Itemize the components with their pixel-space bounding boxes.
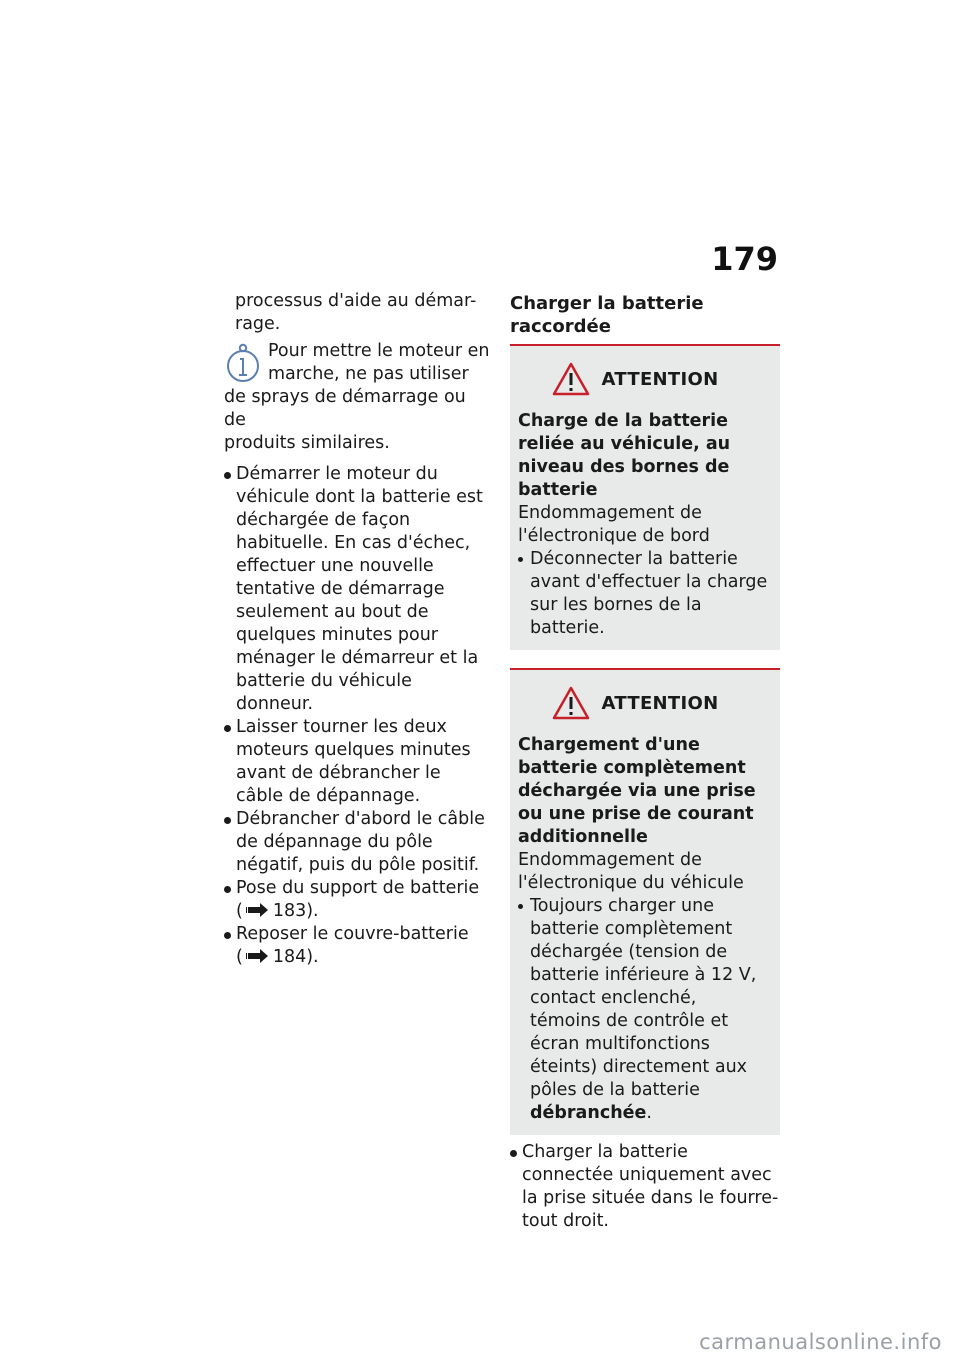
warning-label: ATTENTION	[601, 368, 719, 390]
warning-items	[518, 548, 772, 640]
info-text-1: Pour mettre le moteur en	[268, 341, 490, 361]
warning-label: ATTENTION	[601, 692, 719, 714]
left-column	[224, 290, 492, 969]
info-text-2: marche, ne pas utiliser	[268, 364, 469, 384]
intro-line-2: rage.	[235, 314, 281, 334]
list-item: Démarrer le moteur du véhicule dont la batterie est déchargée de façon habituelle. En cas d'échec, effectuer une nouvelle tentative de démarrage seulement au bout de quelques minutes pour ménager le démarreur et la batterie du véhicule donneur.	[224, 463, 492, 716]
info-note	[224, 340, 492, 455]
warning-body: Endommagement de l'électronique de bord	[518, 503, 710, 546]
warning-triangle-icon	[552, 362, 590, 396]
final-list	[510, 1141, 780, 1233]
list-item: Laisser tourner les deux moteurs quelques minutes avant de débrancher le câble de dépannage.	[224, 716, 492, 808]
list-item: Reposer le couvre-batterie ( 184).	[224, 923, 492, 969]
info-text-3: de sprays de démarrage ou de	[224, 387, 466, 430]
info-icon	[224, 342, 262, 386]
warning-box-1	[510, 346, 780, 650]
watermark: carmanualsonline.info	[699, 1330, 942, 1354]
page-ref-link[interactable]: 184).	[272, 947, 319, 967]
warning-body: Endommagement de l'électronique du véhicule	[518, 850, 744, 893]
page-number: 179	[711, 240, 778, 278]
list-item: Pose du support de batterie ( 183).	[224, 877, 492, 923]
warning-header	[518, 686, 752, 720]
page-ref-arrow-icon	[246, 949, 270, 963]
right-column	[510, 290, 780, 1233]
list-item: Débrancher d'abord le câble de dépannage du pôle négatif, puis du pôle positif.	[224, 808, 492, 877]
info-text-4: produits similaires.	[224, 433, 390, 453]
page-ref-link[interactable]: 183).	[272, 901, 319, 921]
warning-header	[518, 362, 752, 396]
section-title: Charger la batterie raccordée	[510, 293, 704, 337]
warning-subtitle: Chargement d'une batterie complètement déchargée via une prise ou une prise de courant additionnelle	[518, 735, 756, 847]
page-ref-arrow-icon	[246, 903, 270, 917]
warning-box-2	[510, 670, 780, 1135]
list-item: Toujours charger une batterie complètement déchargée (tension de batterie inférieure à 12 V, contact enclenché, témoins de contrôle et écran multifonctions éteints) directement aux pôles de la batterie débranchée.	[518, 895, 772, 1125]
emphasis-text: débranchée	[530, 1103, 647, 1123]
intro-line-1: processus d'aide au démar-	[235, 291, 477, 311]
list-item: Charger la batterie connectée uniquement avec la prise située dans le fourre-tout droit.	[510, 1141, 780, 1233]
warning-items	[518, 895, 772, 1125]
procedure-list	[224, 463, 492, 969]
warning-subtitle: Charge de la batterie reliée au véhicule, au niveau des bornes de batterie	[518, 411, 731, 500]
list-item: Déconnecter la batterie avant d'effectuer la charge sur les bornes de la batterie.	[518, 548, 772, 640]
warning-triangle-icon	[552, 686, 590, 720]
